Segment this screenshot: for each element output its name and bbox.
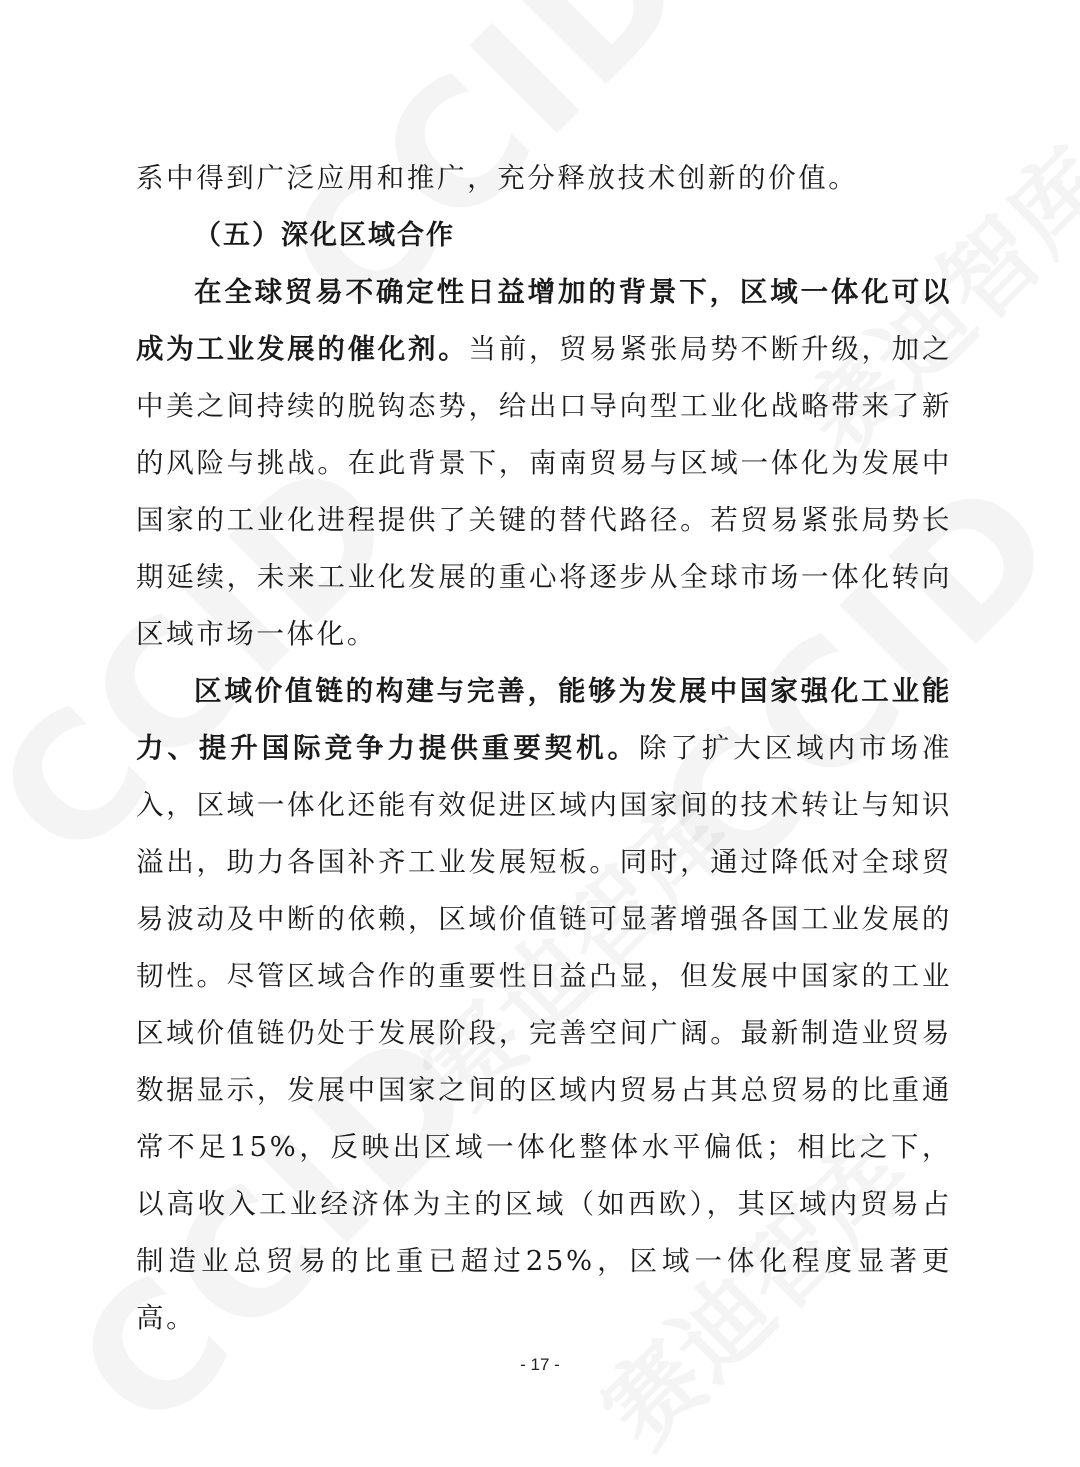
paragraph-2 [136, 663, 952, 1347]
body-text [136, 150, 952, 1347]
continued-line: 系中得到广泛应用和推广，充分释放技术创新的价值。 [136, 162, 859, 194]
paragraph-1-lead: 在全球贸易不确定性日益增加的背景下，区域一体化可以成为工业发展的催化剂。 [136, 276, 952, 365]
paragraph-2-lead: 区域价值链的构建与完善，能够为发展中国家强化工业能力、提升国际竞争力提供重要契机。 [136, 675, 952, 764]
paragraph-1 [136, 264, 952, 663]
paragraph-2-body: 除了扩大区域内市场准入，区域一体化还能有效促进区域内国家间的技术转让与知识溢出，助力各国补齐工业发展短板。同时，通过降低对全球贸易波动及中断的依赖，区域价值链可显著增强各国工业发展的韧性。尽管区域合作的重要性日益凸显，但发展中国家的工业区域价值链仍处于发展阶段，完善空间广阔。最新制造业贸易数据显示，发展中国家之间的区域内贸易占其总贸易的比重通常不足15%，反映出区域一体化整体水平偏低；相比之下，以高收入工业经济体为主的区域（如西欧），其区域内贸易占制造业总贸易的比重已超过25%，区域一体化程度显著更高。 [136, 732, 952, 1334]
section-heading: （五）深化区域合作 [194, 220, 455, 251]
page-number: - 17 - [520, 1355, 560, 1374]
paragraph-1-body: 当前，贸易紧张局势不断升级，加之中美之间持续的脱钩态势，给出口导向型工业化战略带来了新的风险与挑战。在此背景下，南南贸易与区域一体化为发展中国家的工业化进程提供了关键的替代路径。若贸易紧张局势长期延续，未来工业化发展的重心将逐步从全球市场一体化转向区域市场一体化。 [136, 333, 952, 650]
